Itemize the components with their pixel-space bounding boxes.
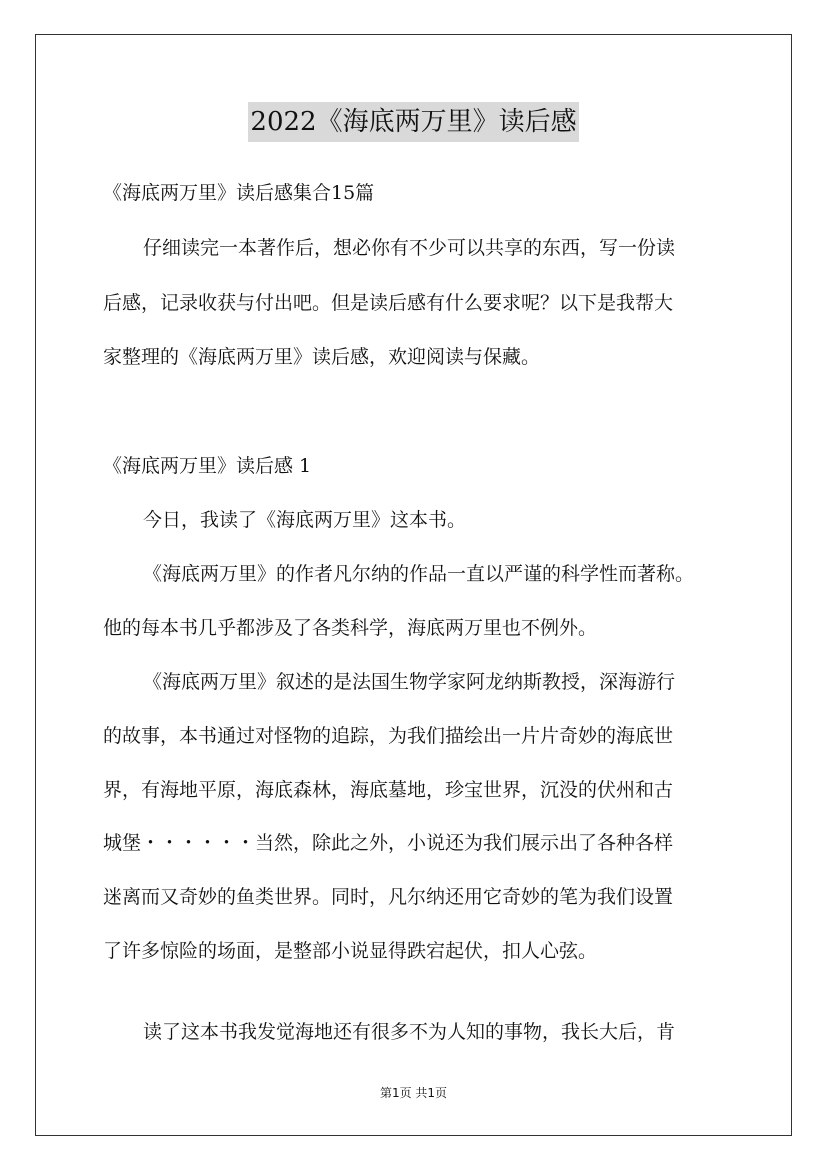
section-heading: 《海底两万里》读后感 1 <box>103 455 312 477</box>
page-footer: 第1页 共1页 <box>379 1086 448 1100</box>
body-line: 今日，我读了《海底两万里》这本书。 <box>143 509 467 531</box>
body-line: 城堡・・・・・・当然，除此之外，小说还为我们展示出了各种各样 <box>103 832 674 854</box>
body-line: 迷离而又奇妙的鱼类世界。同时，凡尔纳还用它奇妙的笔为我们设置 <box>103 886 674 908</box>
body-line: 他的每本书几乎都涉及了各类科学，海底两万里也不例外。 <box>103 617 598 639</box>
intro-line: 家整理的《海底两万里》读后感，欢迎阅读与保藏。 <box>103 346 541 368</box>
body-line: 读了这本书我发觉海地还有很多不为人知的事物，我长大后，肯 <box>143 1021 676 1043</box>
intro-line: 仔细读完一本著作后，想必你有不少可以共享的东西，写一份读 <box>143 237 676 259</box>
body-line: 的故事，本书通过对怪物的追踪，为我们描绘出一片片奇妙的海底世 <box>103 725 674 747</box>
body-line: 《海底两万里》的作者凡尔纳的作品一直以严谨的科学性而著称。 <box>143 563 695 585</box>
body-line: 《海底两万里》叙述的是法国生物学家阿龙纳斯教授，深海游行 <box>143 671 676 693</box>
intro-line: 后感，记录收获与付出吧。但是读后感有什么要求呢？以下是我帮大 <box>103 292 674 314</box>
body-line: 了许多惊险的场面，是整部小说显得跌宕起伏，扣人心弦。 <box>103 940 598 962</box>
document-title: 2022《海底两万里》读后感 <box>248 102 578 142</box>
document-title-wrap <box>0 102 827 142</box>
body-line: 界，有海地平原，海底森林，海底墓地，珍宝世界，沉没的伏州和古 <box>103 779 674 801</box>
document-subtitle: 《海底两万里》读后感集合15篇 <box>103 182 375 204</box>
